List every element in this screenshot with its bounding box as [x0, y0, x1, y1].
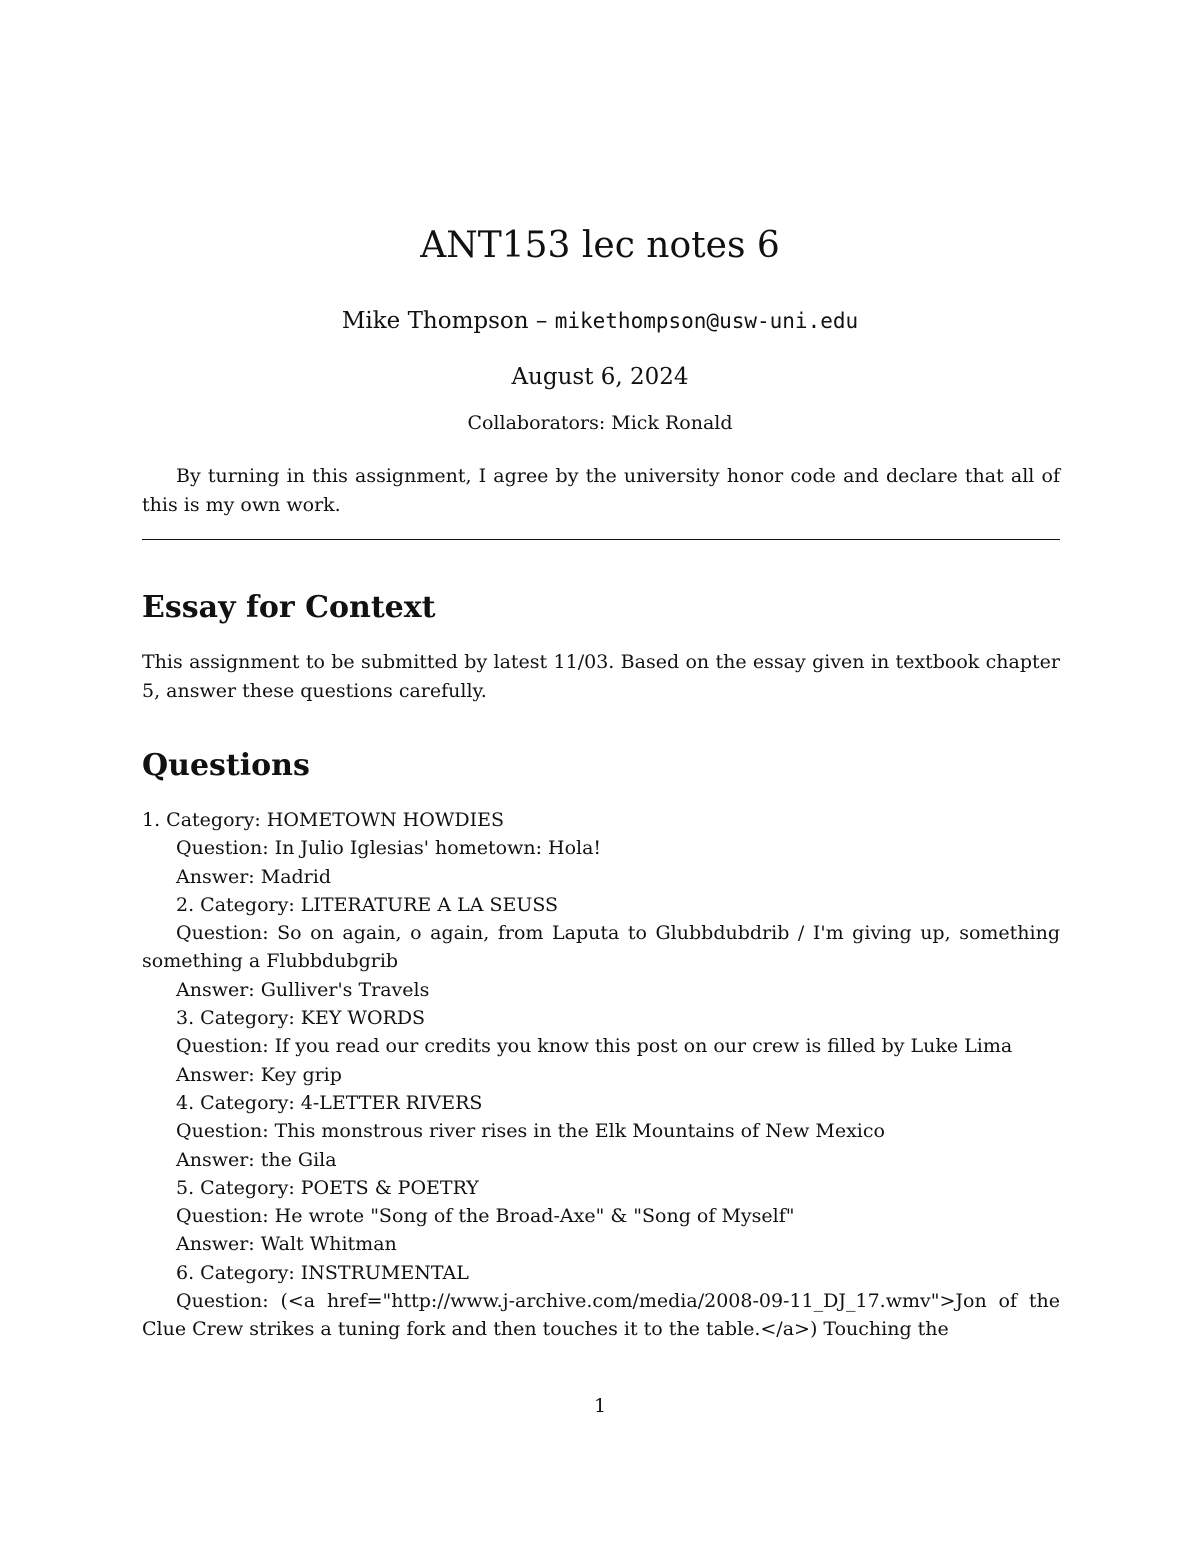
question-text: Question: So on again, o again, from Laputa to Glubbdubdrib / I'm giving up, something something a Flubbdubgrib	[142, 922, 1060, 973]
question-answer: Answer: Madrid	[176, 865, 332, 888]
document-date: August 6, 2024	[511, 364, 689, 390]
question-category: 6. Category: INSTRUMENTAL	[176, 1261, 469, 1284]
collaborators-line: Collaborators: Mick Ronald	[467, 412, 733, 434]
question-text: Question: (<a href="http://www.j-archive.com/media/2008-09-11_DJ_17.wmv">Jon of the Clue Crew strikes a tuning fork and then touches it to the table.</a>) Touching the	[142, 1290, 1060, 1341]
section-heading-questions: Questions	[142, 748, 310, 783]
author-separator: –	[528, 308, 555, 334]
document-title: ANT153 lec notes 6	[420, 225, 780, 266]
question-answer: Answer: Key grip	[176, 1063, 342, 1086]
question-text: Question: If you read our credits you know this post on our crew is filled by Luke Lima	[176, 1035, 1013, 1058]
question-answer: Answer: Walt Whitman	[176, 1233, 397, 1256]
question-answer: Answer: the Gila	[176, 1148, 337, 1171]
author-email: mikethompson@usw-uni.edu	[554, 309, 859, 333]
section-heading-essay: Essay for Context	[142, 590, 436, 625]
question-text: Question: This monstrous river rises in the Elk Mountains of New Mexico	[176, 1120, 885, 1143]
question-text: Question: In Julio Iglesias' hometown: Hola!	[176, 837, 602, 860]
question-text: Question: He wrote "Song of the Broad-Axe" & "Song of Myself"	[176, 1205, 795, 1228]
essay-paragraph: This assignment to be submitted by latest 11/03. Based on the essay given in textbook chapter 5, answer these questions carefully.	[142, 651, 1060, 702]
page-number: 1	[593, 1395, 607, 1417]
horizontal-rule	[142, 539, 1060, 540]
question-category: 1. Category: HOMETOWN HOWDIES	[142, 809, 504, 831]
question-category: 4. Category: 4-LETTER RIVERS	[176, 1091, 483, 1114]
author-name: Mike Thompson	[341, 308, 529, 334]
question-category: 3. Category: KEY WORDS	[176, 1007, 426, 1030]
question-answer: Answer: Gulliver's Travels	[176, 978, 430, 1001]
questions-list	[142, 806, 1060, 1344]
question-category: 5. Category: POETS & POETRY	[176, 1176, 479, 1199]
honor-statement: By turning in this assignment, I agree by the university honor code and declare that all of this is my own work.	[142, 465, 1060, 516]
author-line	[0, 306, 1200, 336]
question-category: 2. Category: LITERATURE A LA SEUSS	[176, 893, 559, 916]
